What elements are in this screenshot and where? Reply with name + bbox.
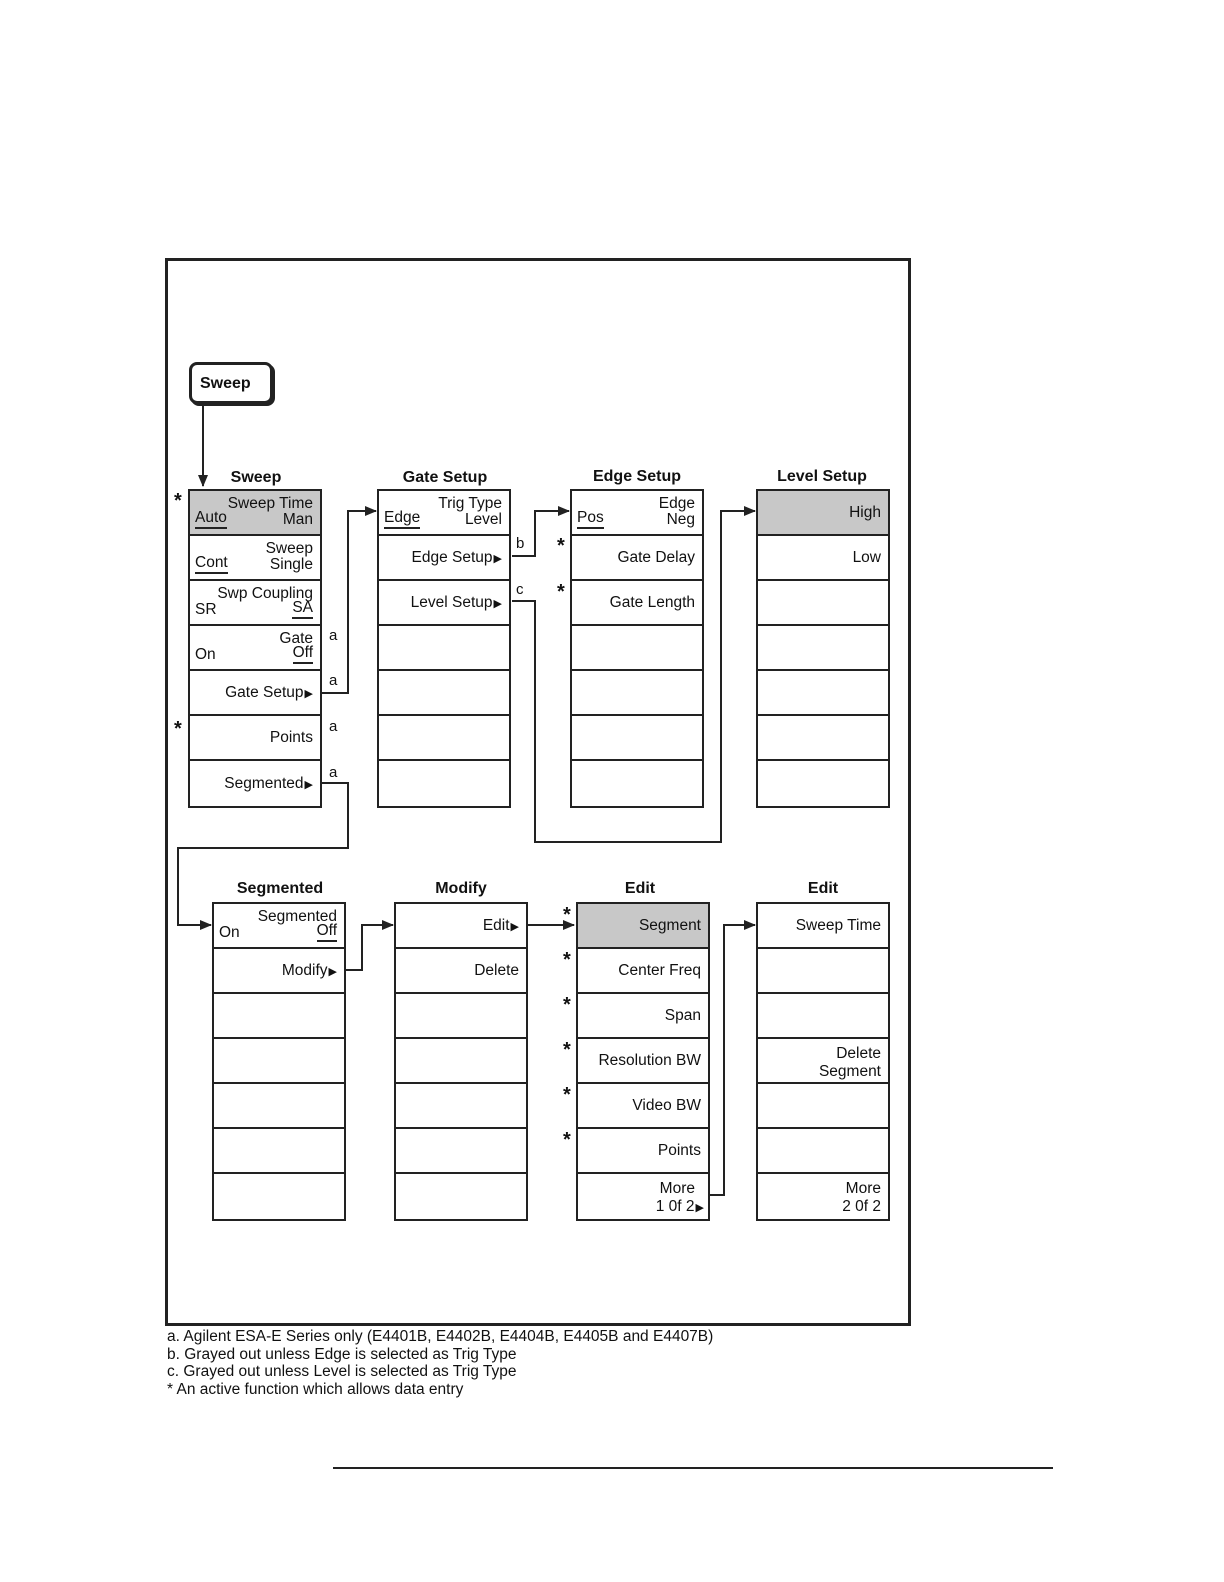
softkey-option-neg: Neg [666,511,695,528]
softkey-blank[interactable] [572,626,702,671]
menu-title-edit-1: Edit [624,880,656,897]
menu-title-sweep: Sweep [230,469,282,486]
connector-more [710,925,755,1195]
softkey-trig-type[interactable] [379,491,509,536]
softkey-label: More [659,1180,695,1197]
softkey-gate-length[interactable] [572,581,702,626]
active-function-marker: * [563,994,571,1016]
softkey-segmented-on-off[interactable] [214,904,344,949]
softkey-blank[interactable] [572,761,702,806]
connector-gate-setup [322,511,376,693]
softkey-label: Center Freq [618,961,701,979]
softkey-option-edge: Edge [384,509,420,529]
softkey-label: Segmented [224,774,304,792]
softkey-label: More [845,1180,881,1197]
submenu-arrow-icon: ▶ [328,965,337,978]
softkey-label: Edge Setup [411,548,493,566]
footnote-marker-a: a [329,672,338,689]
softkey-label: High [849,503,881,521]
softkey-blank[interactable] [572,671,702,716]
softkey-blank[interactable] [396,994,526,1039]
menu-title-edit-2: Edit [807,880,839,897]
submenu-arrow-icon: ▶ [493,597,502,610]
softkey-blank[interactable] [758,949,888,994]
footnote-star: * An active function which allows data entry [167,1380,464,1398]
softkey-blank[interactable] [758,581,888,626]
softkey-blank[interactable] [758,761,888,806]
softkey-label: Gate [279,630,313,647]
footnote-marker-b: b [516,535,525,552]
active-function-marker: * [557,581,565,603]
softkey-blank[interactable] [758,994,888,1039]
footnote-marker-a: a [329,718,338,735]
softkey-option-on: On [195,646,216,663]
page-bottom-rule [333,1467,1053,1469]
softkey-label: Modify [281,961,328,979]
softkey-segmented[interactable] [190,761,320,806]
menu-title-edge-setup: Edge Setup [592,468,681,485]
softkey-label: Points [657,1141,701,1159]
active-function-marker: * [563,1084,571,1106]
softkey-label: Resolution BW [598,1051,701,1069]
softkey-blank[interactable] [758,1129,888,1174]
menu-segmented [212,902,346,1221]
softkey-label: Low [852,548,881,566]
softkey-sweep-time[interactable] [758,904,888,949]
footnote-b: b. Grayed out unless Edge is selected as Trig Type [167,1345,517,1363]
softkey-option-sa: SA [292,599,313,619]
softkey-label: 2 0f 2 [842,1198,881,1215]
softkey-label: Trig Type [438,495,502,512]
softkey-blank[interactable] [214,1174,344,1219]
softkey-blank[interactable] [379,626,509,671]
menu-level-setup [756,489,890,808]
softkey-edge-setup[interactable] [379,536,509,581]
softkey-points[interactable] [190,716,320,761]
menu-gate-setup [377,489,511,808]
softkey-label: Segment [818,1063,881,1080]
submenu-arrow-icon: ▶ [304,778,313,791]
menu-title-gate-setup: Gate Setup [402,469,488,486]
softkey-option-auto: Auto [195,509,227,529]
softkey-level-setup[interactable] [379,581,509,626]
submenu-arrow-icon: ▶ [304,687,313,700]
softkey-resolution-bw[interactable] [578,1039,708,1084]
softkey-label: Sweep Time [795,916,881,934]
softkey-blank[interactable] [214,1039,344,1084]
softkey-segment[interactable] [578,904,708,949]
sweep-hardkey[interactable]: Sweep [189,362,273,404]
softkey-label: Video BW [632,1096,701,1114]
softkey-label: 1 0f 2 [655,1198,695,1215]
footnote-marker-a: a [329,764,338,781]
softkey-blank[interactable] [758,626,888,671]
softkey-video-bw[interactable] [578,1084,708,1129]
menu-edge-setup [570,489,704,808]
softkey-span[interactable] [578,994,708,1039]
footnotes [167,1328,713,1398]
softkey-option-off: Off [293,644,313,664]
softkey-edit[interactable] [396,904,526,949]
softkey-swp-coupling[interactable] [190,581,320,626]
softkey-label: Edit [482,916,510,934]
softkey-label: Segmented [257,908,337,925]
softkey-label: Swp Coupling [217,585,313,602]
menu-modify [394,902,528,1221]
menu-edit-2 [756,902,890,1221]
softkey-blank[interactable] [396,1174,526,1219]
softkey-blank[interactable] [379,716,509,761]
menu-title-modify: Modify [435,880,487,897]
menu-edit-1 [576,902,710,1221]
softkey-blank[interactable] [396,1129,526,1174]
softkey-label: Gate Length [609,593,695,611]
softkey-low[interactable] [758,536,888,581]
menu-title-level-setup: Level Setup [777,468,867,485]
active-function-marker: * [174,718,182,740]
softkey-option-cont: Cont [195,554,228,574]
active-function-marker: * [563,904,571,926]
softkey-edge[interactable] [572,491,702,536]
softkey-blank[interactable] [396,1084,526,1129]
softkey-label: Level Setup [410,593,493,611]
softkey-points[interactable] [578,1129,708,1174]
submenu-arrow-icon: ▶ [510,920,519,933]
softkey-blank[interactable] [214,1129,344,1174]
softkey-label: Sweep Time [227,495,313,512]
active-function-marker: * [563,949,571,971]
active-function-marker: * [557,535,565,557]
softkey-high[interactable] [758,491,888,536]
softkey-label: Delete [836,1045,881,1062]
softkey-option-level: Level [464,511,502,528]
footnote-c: c. Grayed out unless Level is selected as Trig Type [167,1363,517,1381]
softkey-more-1-of-2[interactable] [578,1174,708,1219]
softkey-label: Gate Setup [225,683,304,701]
softkey-center-freq[interactable] [578,949,708,994]
active-function-marker: * [174,490,182,512]
softkey-option-sr: SR [195,601,217,618]
softkey-label: Span [664,1006,701,1024]
active-function-marker: * [563,1039,571,1061]
softkey-delete-segment[interactable] [758,1039,888,1084]
softkey-gate-setup[interactable] [190,671,320,716]
submenu-arrow-icon: ▶ [493,552,502,565]
softkey-label: Sweep [265,540,313,557]
footnote-marker-c: c [516,581,524,598]
softkey-blank[interactable] [379,671,509,716]
softkey-option-pos: Pos [577,509,604,529]
softkey-delete[interactable] [396,949,526,994]
softkey-label: Delete [474,961,519,979]
softkey-gate[interactable] [190,626,320,671]
softkey-blank[interactable] [758,1084,888,1129]
softkey-label: Points [269,728,313,746]
footnote-marker-a: a [329,627,338,644]
softkey-label: Segment [638,916,701,934]
footnote-a: a. Agilent ESA-E Series only (E4401B, E4402B, E4404B, E4405B and E4407B) [167,1328,714,1345]
softkey-blank[interactable] [214,994,344,1039]
softkey-gate-delay[interactable] [572,536,702,581]
softkey-blank[interactable] [758,671,888,716]
softkey-sweep-cont-single[interactable] [190,536,320,581]
softkey-option-off: Off [317,922,337,942]
menu-sweep [188,489,322,808]
softkey-blank[interactable] [572,716,702,761]
softkey-more-2-of-2[interactable] [758,1174,888,1219]
softkey-option-single: Single [269,556,313,573]
softkey-blank[interactable] [396,1039,526,1084]
softkey-label: Edge [658,495,695,512]
menu-title-segmented: Segmented [236,880,324,897]
softkey-blank[interactable] [379,761,509,806]
softkey-option-man: Man [282,511,313,528]
softkey-modify[interactable] [214,949,344,994]
softkey-option-on: On [219,924,240,941]
softkey-label: Gate Delay [617,548,695,566]
active-function-marker: * [563,1129,571,1151]
softkey-sweep-time[interactable] [190,491,320,536]
softkey-blank[interactable] [758,716,888,761]
connector-modify [346,925,393,970]
softkey-blank[interactable] [214,1084,344,1129]
submenu-arrow-icon: ▶ [695,1202,704,1214]
